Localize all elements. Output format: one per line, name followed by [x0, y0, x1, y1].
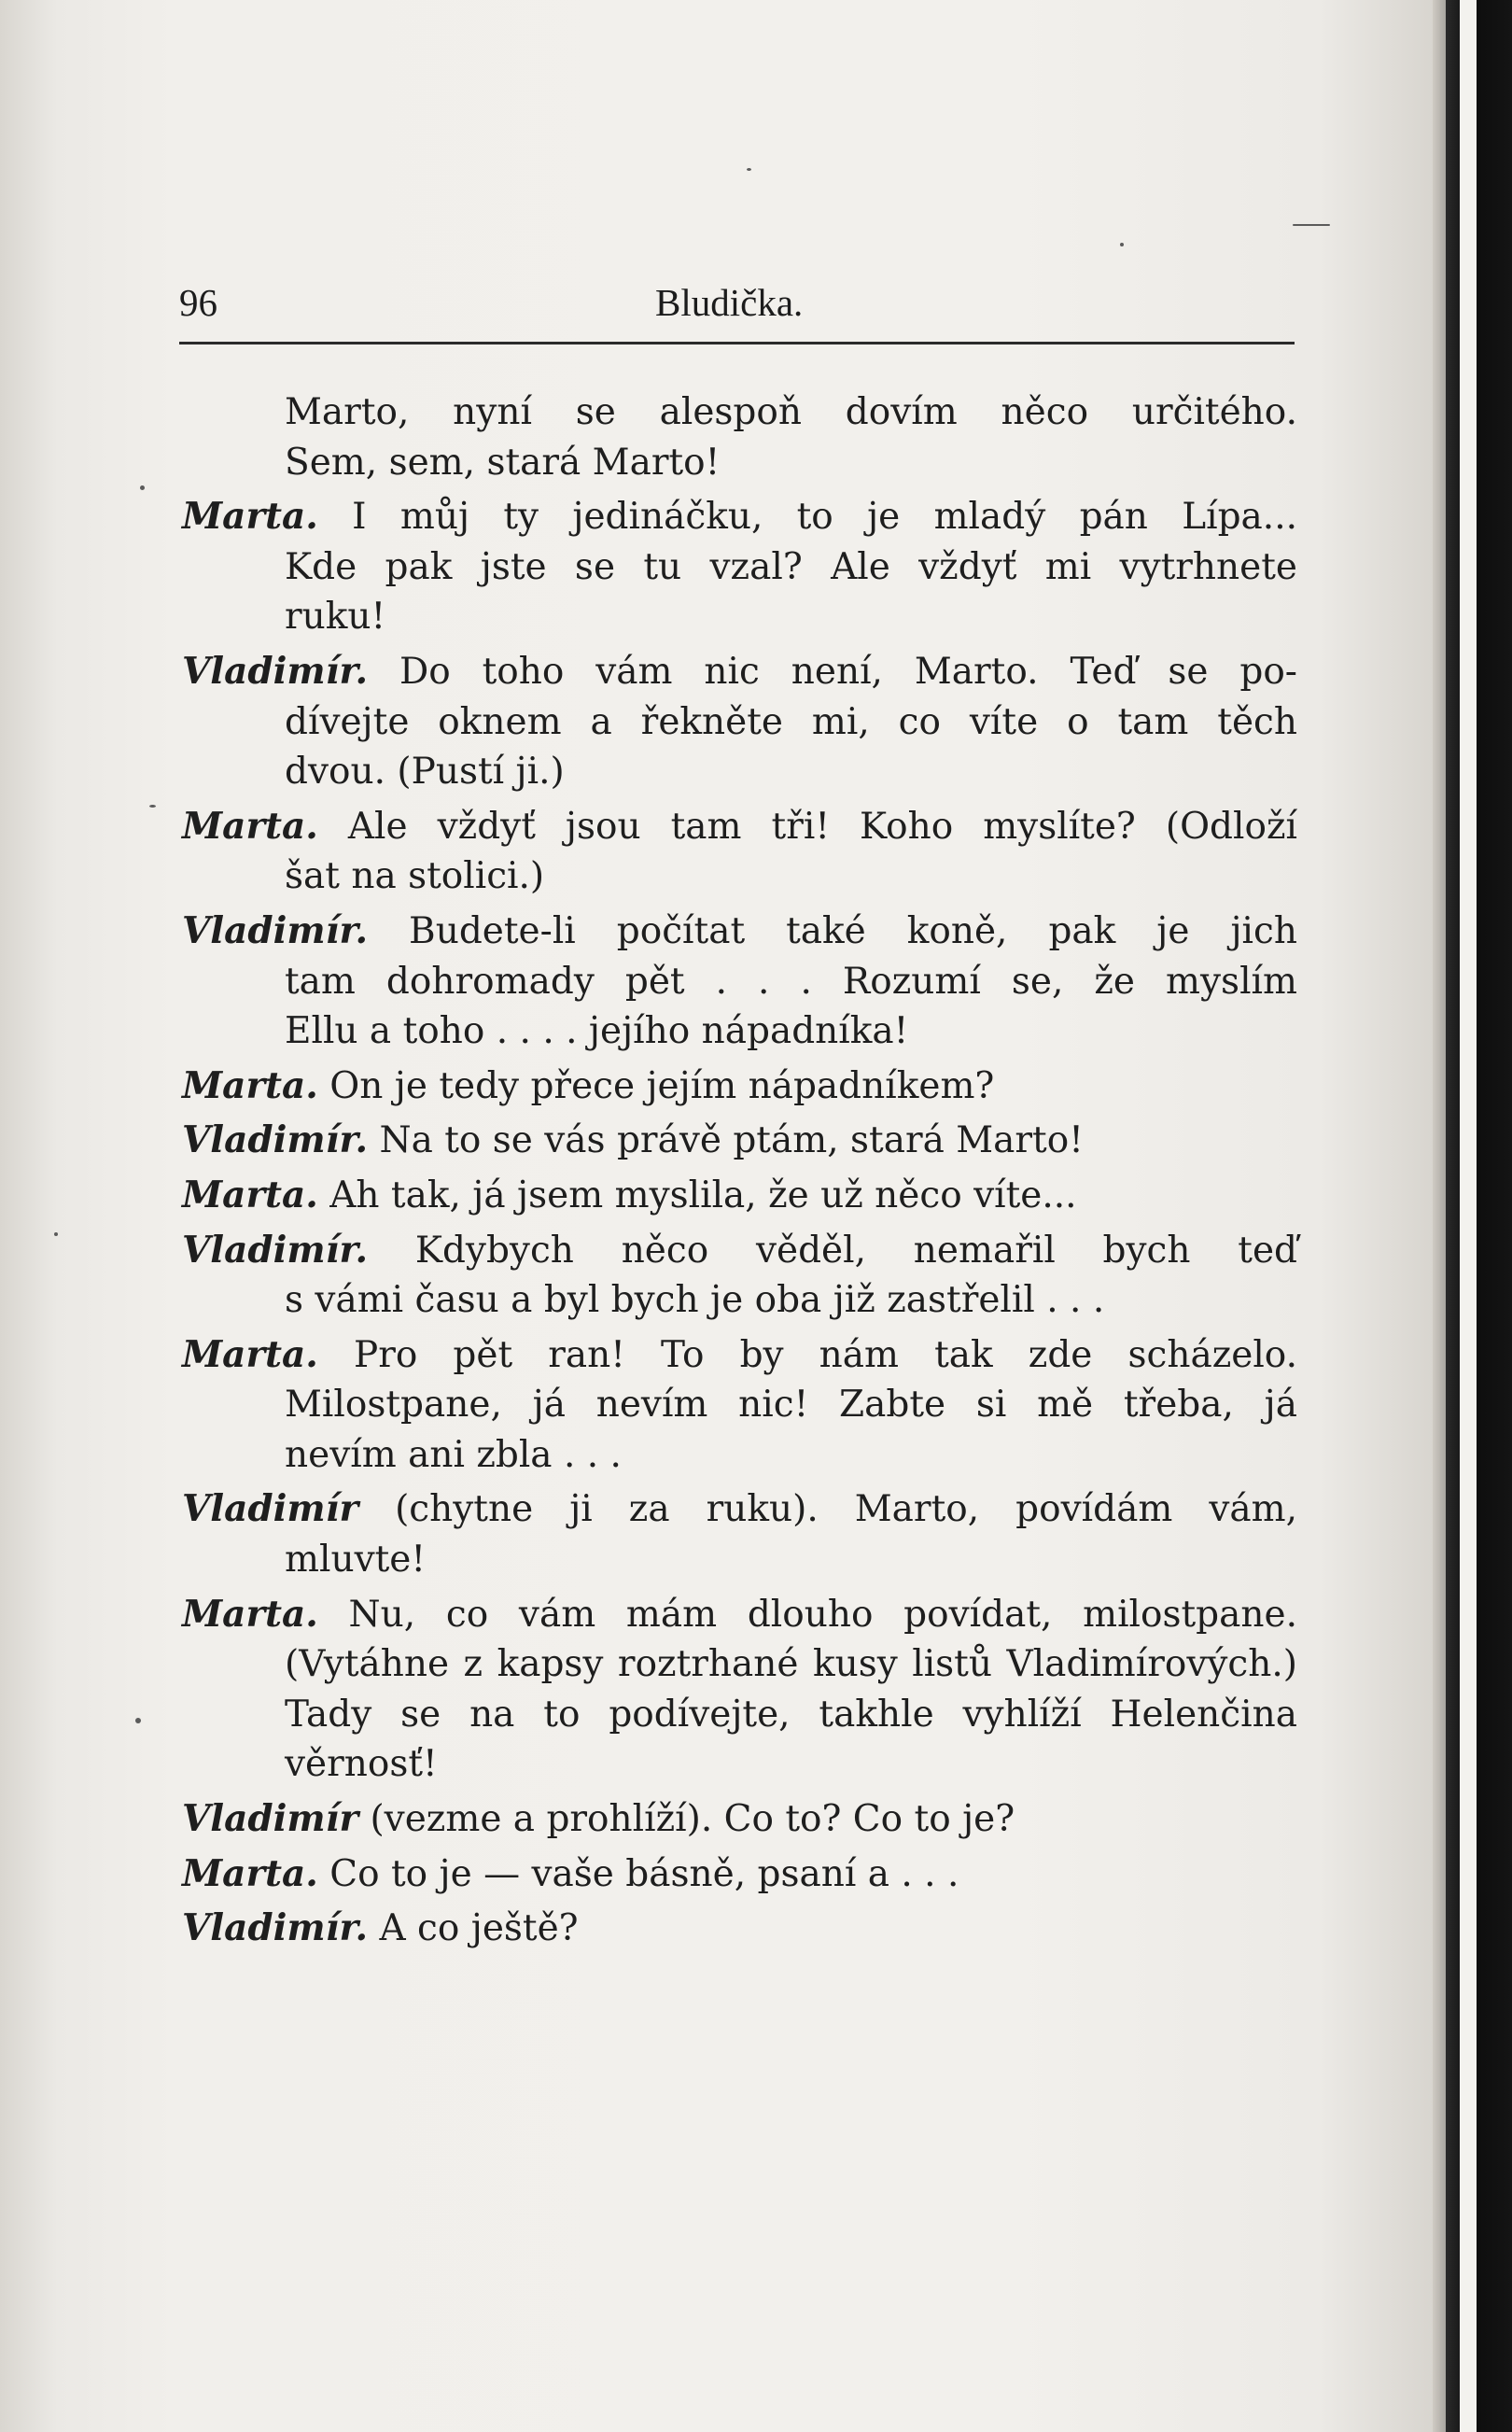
speaker-name: Vladimír.: [182, 1228, 369, 1272]
speaker-name: Vladimír: [182, 1797, 359, 1841]
speaker-name: Marta.: [182, 804, 318, 848]
text-line: Marto, nyní se alespoň dovím něco určitého.: [285, 391, 1297, 433]
speech-line: Marta. Nu, co vám mám dlouho povídat, milostpane.: [182, 1592, 1297, 1636]
text-line: s vámi času a byl bych je oba již zastřelil . . .: [285, 1279, 1105, 1322]
speech-line: Vladimír. Do toho vám nic není, Marto. Teď se po-: [182, 649, 1297, 693]
binding-gap: [1460, 0, 1477, 2432]
speech-line: Vladimír. Kdybych něco věděl, nemařil bych teď: [182, 1228, 1297, 1272]
speech-line: Marta. Co to je — vaše básně, psaní a . . .: [182, 1851, 959, 1895]
speaker-name: Marta.: [182, 495, 318, 539]
paper-speck: [54, 1232, 58, 1236]
text-line: ruku!: [285, 596, 386, 639]
book-binding: [1446, 0, 1512, 2432]
text-line: Ellu a toho . . . . jejího nápadníka!: [285, 1010, 909, 1053]
paper-speck: [1120, 243, 1124, 246]
text-line: dvou. (Pustí ji.): [285, 751, 565, 794]
dialogue-text: [182, 387, 1297, 1954]
text-line: tam dohromady pět . . . Rozumí se, že myslím: [285, 960, 1297, 1003]
speaker-name: Marta.: [182, 1173, 318, 1216]
text-line: Sem, sem, stará Marto!: [285, 441, 721, 484]
speaker-name: Marta.: [182, 1592, 318, 1636]
paper-speck: [149, 805, 156, 808]
paper-speck: [140, 485, 145, 490]
speaker-name: Marta.: [182, 1063, 318, 1107]
text-line: Milostpane, já nevím nic! Zabte si mě třeba, já: [285, 1384, 1297, 1427]
speech-line: Marta. Pro pět ran! To by nám tak zde scházelo.: [182, 1332, 1297, 1376]
speech-line: Vladimír. Na to se vás právě ptám, stará Marto!: [182, 1118, 1084, 1162]
speech-line: Marta. Ale vždyť jsou tam tři! Koho myslíte? (Odloží: [182, 804, 1297, 848]
speech-line: Marta. On je tedy přece jejím nápadníkem?: [182, 1063, 995, 1107]
speech-line: Marta. I můj ty jedináčku, to je mladý pán Lípa...: [182, 495, 1297, 539]
running-title: Bludička.: [655, 281, 804, 324]
speaker-name: Vladimír.: [182, 908, 369, 952]
speaker-name: Marta.: [182, 1332, 318, 1376]
speech-line: Marta. Ah tak, já jsem myslila, že už něco víte...: [182, 1173, 1077, 1216]
speech-line: Vladimír. A co ještě?: [182, 1906, 579, 1950]
speaker-name: Marta.: [182, 1851, 318, 1895]
text-line: Kde pak jste se tu vzal? Ale vždyť mi vytrhnete: [285, 545, 1297, 588]
speech-line: Vladimír (vezme a prohlíží). Co to? Co to je?: [182, 1797, 1015, 1841]
speaker-name: Vladimír.: [182, 1118, 369, 1162]
text-line: mluvte!: [285, 1539, 427, 1582]
page-edge: [1433, 0, 1446, 2432]
running-head: [179, 280, 1295, 327]
header-rule: [179, 342, 1295, 344]
stage-direction-line: (Vytáhne z kapsy roztrhané kusy listů Vladimírových.): [285, 1643, 1297, 1686]
text-line: věrnosť!: [285, 1743, 438, 1786]
speech-line: Vladimír. Budete-li počítat také koně, pak je jich: [182, 908, 1297, 952]
page-number: 96: [179, 281, 217, 324]
speech-line: Vladimír (chytne ji za ruku). Marto, povídám vám,: [182, 1487, 1297, 1531]
paper-speck: [135, 1718, 141, 1723]
speaker-name: Vladimír.: [182, 649, 369, 693]
paper-speck: [747, 168, 751, 171]
text-line: nevím ani zbla . . .: [285, 1433, 622, 1476]
paper-speck: [1293, 224, 1330, 226]
text-line: šat na stolici.): [285, 855, 545, 898]
speaker-name: Vladimír: [182, 1487, 359, 1531]
text-line: dívejte oknem a řekněte mi, co víte o tam těch: [285, 700, 1297, 743]
text-line: Tady se na to podívejte, takhle vyhlíží Helenčina: [285, 1693, 1297, 1736]
speaker-name: Vladimír.: [182, 1906, 369, 1950]
